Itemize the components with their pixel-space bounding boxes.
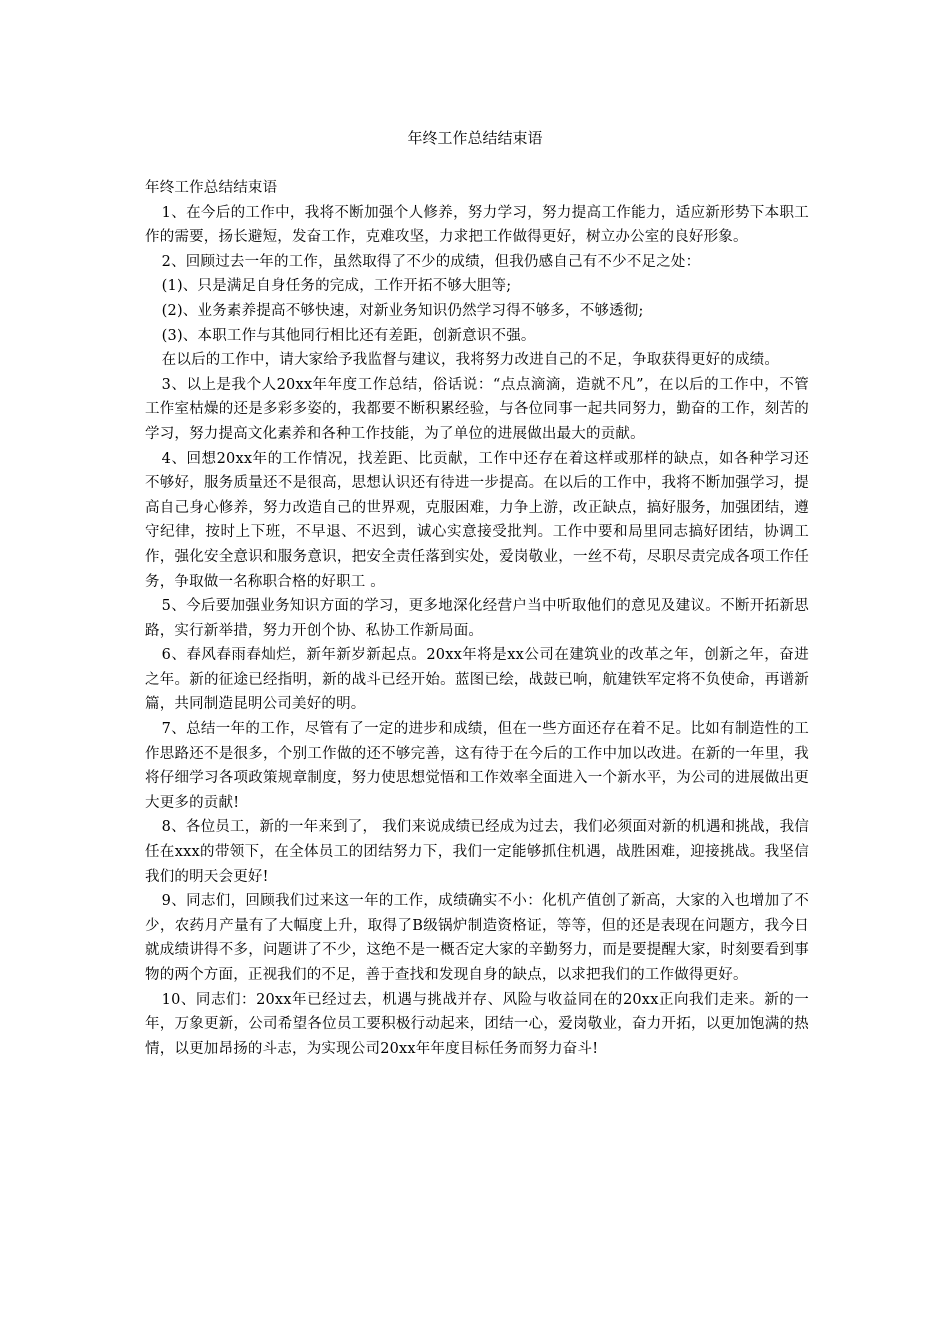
paragraph-7: 7、总结一年的工作，尽管有了一定的进步和成绩，但在一些方面还存在着不足。比如有制造性的工作思路还不是很多，个别工作做的还不够完善，这有待于在今后的工作中加以改进。在新的一年里，我将仔细学习各项政策规章制度，努力使思想觉悟和工作效率全面进入一个新水平，为公司的进展做出更大更多的贡献!	[145, 721, 809, 811]
list-item-3: (3)、本职工作与其他同行相比还有差距，创新意识不强。	[161, 327, 536, 344]
paragraph-3: 3、以上是我个人20xx年年度工作总结，俗话说：“点点滴滴，造就不凡”，在以后的工作中，不管工作室枯燥的还是多彩多姿的，我都要不断积累经验，与各位同事一起共同努力，勤奋的工作，刻苦的学习，努力提高文化素养和各种工作技能，为了单位的进展做出最大的贡献。	[145, 376, 809, 442]
paragraph-6: 6、春风春雨春灿烂，新年新岁新起点。20xx年将是xx公司在建筑业的改革之年，创新之年，奋进之年。新的征途已经指明，新的战斗已经开始。蓝图已绘，战鼓已响，航建铁军定将不负使命，再谱新篇，共同制造昆明公司美好的明。	[145, 647, 809, 713]
paragraph-improvement: 在以后的工作中，请大家给予我监督与建议，我将努力改进自己的不足，争取获得更好的成绩。	[161, 352, 780, 369]
paragraph-5: 5、今后要加强业务知识方面的学习，更多地深化经营户当中听取他们的意见及建议。不断开拓新思路，实行新举措，努力开创个协、私协工作新局面。	[145, 598, 809, 639]
paragraph-8: 8、各位员工，新的一年来到了， 我们来说成绩已经成为过去，我们必须面对新的机遇和挑战，我信任在xxx的带领下，在全体员工的团结努力下，我们一定能够抓住机遇，战胜困难，迎接挑战。我坚信我们的明天会更好!	[145, 819, 809, 885]
paragraph-1: 1、在今后的工作中，我将不断加强个人修养，努力学习，努力提高工作能力，适应新形势下本职工作的需要，扬长避短，发奋工作，克难攻坚，力求把工作做得更好，树立办公室的良好形象。	[145, 204, 809, 246]
paragraph-9: 9、同志们，回顾我们过来这一年的工作，成绩确实不小：化机产值创了新高，大家的入也增加了不少，农药月产量有了大幅度上升，取得了B级锅炉制造资格证，等等，但的还是表现在问题方，我今日就成绩讲得不多，问题讲了不少，这绝不是一概否定大家的辛勤努力，而是要提醒大家，时刻要看到事物的两个方面，正视我们的不足，善于查找和发现自身的缺点，以求把我们的工作做得更好。	[145, 893, 809, 983]
paragraph-2: 2、回顾过去一年的工作，虽然取得了不少的成绩，但我仍感自己有不少不足之处：	[161, 253, 701, 270]
document-title: 年终工作总结结束语	[407, 129, 543, 147]
paragraph-10: 10、同志们：20xx年已经过去，机遇与挑战并存、风险与收益同在的20xx正向我们走来。新的一年，万象更新，公司希望各位员工要积极行动起来，团结一心，爱岗敬业，奋力开拓，以更加饱满的热情，以更加昂扬的斗志，为实现公司20xx年年度目标任务而努力奋斗!	[145, 991, 809, 1057]
document-body	[145, 176, 809, 1061]
paragraph-4: 4、回想20xx年的工作情况，找差距、比贡献，工作中还存在着这样或那样的缺点，如各种学习还不够好，服务质量还不是很高，思想认识还有待进一步提高。在以后的工作中，我将不断加强学习，提高自己身心修养，努力改造自己的世界观，克服困难，力争上游，改正缺点，搞好服务，加强团结，遵守纪律，按时上下班，不早退、不迟到，诚心实意接受批判。工作中要和局里同志搞好团结，协调工作，强化安全意识和服务意识，把安全责任落到实处，爱岗敬业，一丝不苟，尽职尽责完成各项工作任务，争取做一名称职合格的好职工 。	[145, 450, 809, 590]
list-item-2: (2)、业务素养提高不够快速，对新业务知识仍然学习得不够多，不够透彻;	[161, 302, 644, 319]
body-heading: 年终工作总结结束语	[145, 180, 278, 196]
list-item-1: (1)、只是满足自身任务的完成，工作开拓不够大胆等;	[161, 278, 512, 295]
